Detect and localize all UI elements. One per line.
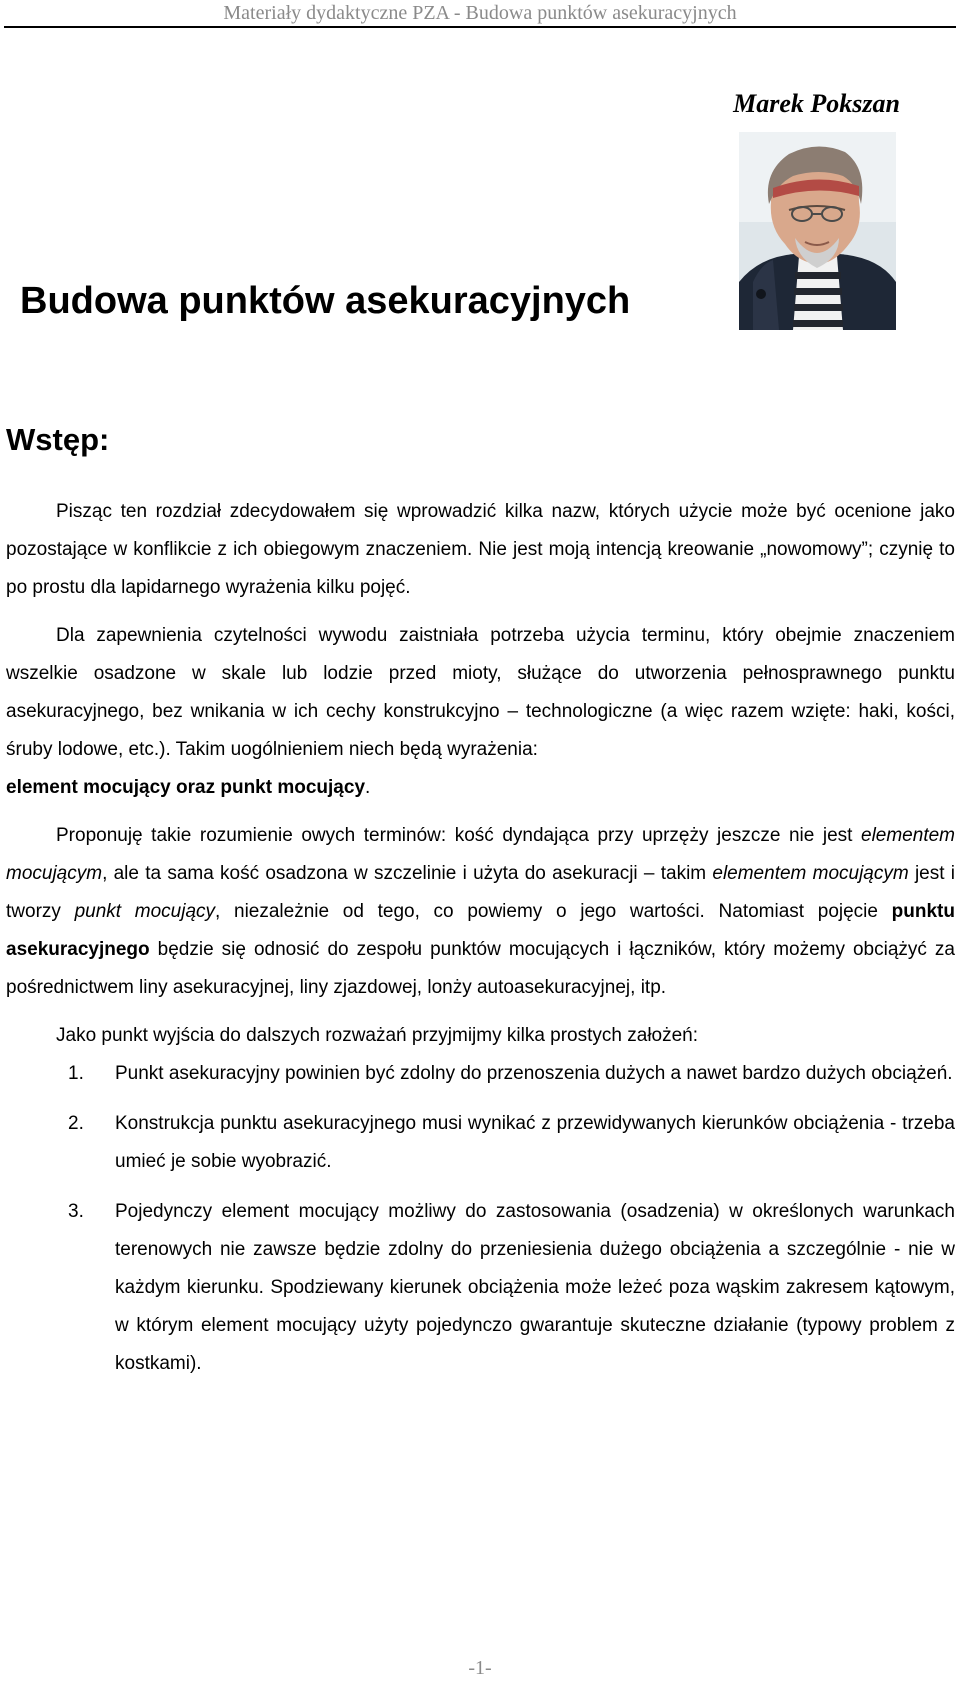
- list-item-text: Konstrukcja punktu asekuracyjnego musi wynikać z przewidywanych kierunków obciążenia - trzeba umieć je sobie wyobrazić.: [115, 1113, 955, 1172]
- portrait-illustration: [739, 132, 896, 330]
- list-number: 1.: [68, 1063, 84, 1084]
- paragraph-text: .: [365, 777, 371, 798]
- list-item: [6, 1105, 955, 1181]
- paragraph-text: Proponuję takie rozumienie owych terminów: kość dyndająca przy uprzęży jeszcze nie jest: [56, 825, 861, 846]
- page-number: -1-: [468, 1657, 492, 1679]
- assumptions-intro: Jako punkt wyjścia do dalszych rozważań przyjmijmy kilka prostych założeń:: [56, 1025, 699, 1046]
- list-item: [6, 1193, 955, 1383]
- assumptions-list: [6, 1055, 955, 1383]
- body-text: [6, 493, 955, 1383]
- paragraph-text: , ale ta sama kość osadzona w szczelinie i użyta do asekuracji – takim: [102, 863, 713, 884]
- term-italic: elementem mocującym: [6, 825, 955, 884]
- document-title: Budowa punktów asekuracyjnych: [20, 280, 631, 322]
- terms-paragraph: [6, 617, 955, 807]
- defined-terms: element mocujący oraz punkt mocujący: [6, 777, 366, 798]
- paragraph-text: , niezależnie od tego, co powiemy o jego wartości. Natomiast pojęcie: [215, 901, 892, 922]
- author-photo: [739, 132, 896, 330]
- paragraph-text: Dla zapewnienia czytelności wywodu zaistniała potrzeba użycia terminu, który obejmie znaczeniem wszelkie osadzone w skale lub lodzie przed mioty, służące do utworzenia pełnosprawnego punktu asekuracyjnego, bez wnikania w ich cechy konstrukcyjno – technologiczne (a więc razem wzięte: haki, kości, śruby lodowe, etc.). Takim uogólnieniem niech będą wyrażenia:: [6, 625, 955, 760]
- term-bold: punktu asekuracyjnego: [6, 901, 955, 960]
- term-italic: elementem mocującym: [712, 863, 909, 884]
- running-header: Materiały dydaktyczne PZA - Budowa punktów asekuracyjnych: [223, 2, 737, 24]
- list-number: 2.: [68, 1113, 84, 1134]
- list-item: [6, 1055, 955, 1093]
- paragraph-text: jest i tworzy: [6, 863, 955, 922]
- list-item-text: Pojedynczy element mocujący możliwy do zastosowania (osadzenia) w określonych warunkach terenowych nie zawsze będzie zdolny do przeniesienia dużego obciążenia a szczególnie - nie w każdym kierunku. Spodziewany kierunek obciążenia może leżeć poza wąskim zakresem kątowym, w którym element mocujący użyty pojedynczo gwarantuje skuteczne działanie (typowy problem z kostkami).: [115, 1201, 955, 1374]
- term-italic: punkt mocujący: [74, 901, 216, 922]
- header-rule: [4, 26, 956, 28]
- author-name: Marek Pokszan: [733, 89, 900, 118]
- definitions-paragraph: [6, 817, 955, 1007]
- paragraph-text: będzie się odnosić do zespołu punktów mocujących i łączników, który możemy obciążyć za pośrednictwem liny asekuracyjnej, liny zjazdowej, lonży autoasekuracyjnej, itp.: [6, 939, 955, 998]
- section-heading: Wstęp:: [6, 422, 110, 457]
- list-number: 3.: [68, 1201, 84, 1222]
- intro-paragraph: Pisząc ten rozdział zdecydowałem się wprowadzić kilka nazw, których użycie może być ocenione jako pozostające w konflikcie z ich obiegowym znaczeniem. Nie jest moją intencją kreowanie „nowomowy”; czynię to po prostu dla lapidarnego wyrażenia kilku pojęć.: [6, 501, 955, 598]
- list-item-text: Punkt asekuracyjny powinien być zdolny do przenoszenia dużych a nawet bardzo dużych obciążeń.: [115, 1063, 953, 1084]
